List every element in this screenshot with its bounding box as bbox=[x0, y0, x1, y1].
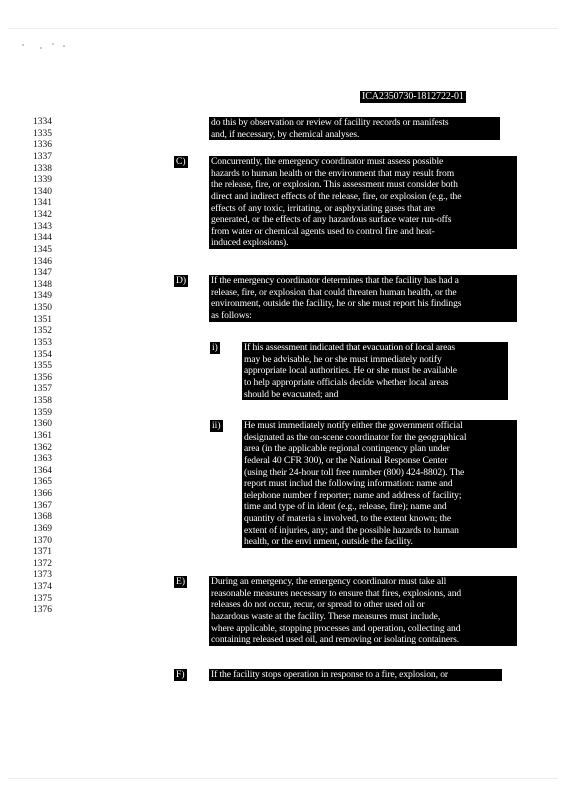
line-number-gutter bbox=[33, 117, 58, 617]
text-line: If his assessment indicated that evacuation of local areas bbox=[244, 342, 456, 353]
paragraph-marker-d-ii: ii) bbox=[212, 420, 221, 431]
line-number: 1343 bbox=[33, 221, 52, 232]
text-line: where applicable, stopping processes and operation, collecting and bbox=[211, 622, 461, 634]
line-number: 1348 bbox=[33, 279, 52, 290]
text-line: environment, outside the facility, he or she must report his findings bbox=[211, 298, 462, 310]
text-line: If the facility stops operation in response to a fire, explosion, or bbox=[211, 669, 448, 680]
text-line: During an emergency, the emergency coordinator must take all bbox=[211, 576, 447, 587]
text-line: He must immediately notify either the government official bbox=[244, 420, 463, 431]
paragraph-marker-c: C) bbox=[176, 156, 186, 167]
line-number: 1357 bbox=[33, 384, 52, 395]
text-line: area (in the applicable regional contingency plan under bbox=[244, 443, 450, 455]
line-number: 1353 bbox=[33, 337, 52, 348]
line-number: 1337 bbox=[33, 151, 52, 162]
text-line: hazards to human health or the environment that may result from bbox=[211, 167, 455, 179]
text-line: time and type of in ident (e.g., release, fire); name and bbox=[244, 501, 447, 513]
text-line: designated as the on-scene coordinator for the geographical bbox=[244, 431, 467, 443]
line-number: 1335 bbox=[33, 128, 52, 139]
scan-speck bbox=[22, 44, 24, 46]
paragraph-marker-d: D) bbox=[176, 275, 187, 286]
document-id: ICA2350730-1812722-01 bbox=[362, 91, 464, 102]
text-line: telephone number f reporter; name and address of facility; bbox=[244, 489, 462, 501]
line-number: 1370 bbox=[33, 535, 52, 546]
line-number: 1369 bbox=[33, 523, 52, 534]
line-number: 1339 bbox=[33, 175, 52, 186]
text-line: release, fire, or explosion that could threaten human health, or the bbox=[211, 286, 457, 298]
line-number: 1368 bbox=[33, 512, 52, 523]
text-line: effects of any toxic, irritating, or asphyxiating gases that are bbox=[211, 202, 435, 214]
scan-speck bbox=[63, 45, 65, 47]
line-number: 1351 bbox=[33, 314, 52, 325]
line-number: 1334 bbox=[33, 117, 52, 127]
paragraph-d-i bbox=[242, 342, 508, 400]
text-line: federal 40 CFR 300), or the National Response Center bbox=[244, 454, 448, 466]
scan-edge-bottom bbox=[8, 778, 558, 779]
text-line: may be advisable, he or she must immediately notify bbox=[244, 353, 442, 365]
text-line: and, if necessary, by chemical analyses. bbox=[211, 128, 360, 140]
line-number: 1364 bbox=[33, 465, 52, 476]
text-line: extent of injuries, any; and the possible hazards to human bbox=[244, 524, 459, 536]
text-line: report must includ the following information: name and bbox=[244, 478, 453, 490]
text-line: hazardous waste at the facility. These measures must include, bbox=[211, 610, 441, 622]
line-number: 1344 bbox=[33, 233, 52, 244]
line-number: 1345 bbox=[33, 244, 52, 255]
line-number: 1350 bbox=[33, 303, 52, 313]
line-number: 1352 bbox=[33, 326, 52, 337]
paragraph-c bbox=[209, 156, 517, 249]
text-line: to help appropriate officials decide whether local areas bbox=[244, 376, 449, 388]
paragraph-e bbox=[209, 576, 517, 646]
text-line: should be evacuated; and bbox=[244, 388, 339, 400]
text-line: health, or the envi nment, outside the facility. bbox=[244, 536, 413, 548]
line-number: 1356 bbox=[33, 372, 52, 383]
line-number: 1373 bbox=[33, 570, 52, 581]
line-number: 1362 bbox=[33, 442, 52, 453]
line-number: 1341 bbox=[33, 198, 52, 209]
line-number: 1359 bbox=[33, 407, 52, 418]
text-line: Concurrently, the emergency coordinator must assess possible bbox=[211, 156, 444, 167]
text-line: from water or chemical agents used to control fire and heat- bbox=[211, 225, 435, 237]
text-line: direct and indirect effects of the release, fire, or explosion (e.g., the bbox=[211, 190, 462, 202]
line-number: 1375 bbox=[33, 593, 52, 604]
paragraph-d bbox=[209, 275, 517, 322]
line-number: 1354 bbox=[33, 349, 52, 360]
paragraph-marker-d-i: i) bbox=[212, 342, 218, 353]
text-line: releases do not occur, recur, or spread to other used oil or bbox=[211, 599, 425, 611]
line-number: 1363 bbox=[33, 454, 52, 465]
line-number: 1358 bbox=[33, 396, 52, 406]
line-number: 1355 bbox=[33, 361, 52, 372]
text-line: induced explosions). bbox=[211, 237, 289, 249]
line-number: 1338 bbox=[33, 163, 52, 174]
paragraph-marker-e: E) bbox=[176, 576, 186, 587]
line-number: 1374 bbox=[33, 582, 52, 592]
paragraph-f bbox=[209, 669, 502, 681]
line-number: 1340 bbox=[33, 186, 52, 197]
line-number: 1336 bbox=[33, 140, 52, 151]
line-number: 1347 bbox=[33, 268, 52, 279]
line-number: 1372 bbox=[33, 558, 52, 569]
text-line: reasonable measures necessary to ensure that fires, explosions, and bbox=[211, 587, 462, 599]
line-number: 1342 bbox=[33, 210, 52, 220]
line-number: 1361 bbox=[33, 430, 52, 441]
line-number: 1371 bbox=[33, 547, 52, 558]
text-line: generated, or the effects of any hazardous surface water run-offs bbox=[211, 214, 452, 226]
text-line: as follows: bbox=[211, 309, 252, 321]
paragraph-marker-f: F) bbox=[176, 669, 185, 680]
line-number: 1366 bbox=[33, 489, 52, 499]
line-number: 1367 bbox=[33, 500, 52, 511]
text-line: (using their 24-hour toll free number (800) 424-8802). The bbox=[244, 466, 465, 478]
line-number: 1349 bbox=[33, 291, 52, 302]
scan-speck bbox=[40, 47, 42, 49]
paragraph-d-ii bbox=[242, 420, 517, 548]
scan-speck bbox=[52, 43, 54, 45]
text-line: the release, fire, or explosion. This assessment must consider both bbox=[211, 179, 458, 191]
text-line: containing released used oil, and removing or isolating containers. bbox=[211, 634, 459, 646]
text-line: do this by observation or review of facility records or manifests bbox=[211, 117, 449, 128]
line-number: 1346 bbox=[33, 256, 52, 267]
paragraph-continuation bbox=[209, 117, 500, 140]
scan-edge-top bbox=[8, 28, 558, 29]
line-number: 1365 bbox=[33, 477, 52, 488]
line-number: 1376 bbox=[33, 605, 52, 616]
text-line: appropriate local authorities. He or she must be available bbox=[244, 365, 457, 377]
text-line: If the emergency coordinator determines that the facility has had a bbox=[211, 275, 459, 286]
line-number: 1360 bbox=[33, 419, 52, 430]
text-line: quantity of materia s involved, to the extent known; the bbox=[244, 513, 452, 524]
